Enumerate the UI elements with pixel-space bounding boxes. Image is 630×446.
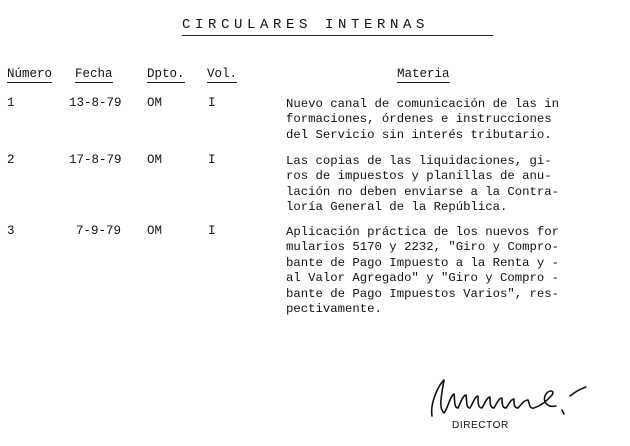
- row-dpto: OM: [147, 153, 163, 167]
- row-numero: 3: [7, 224, 15, 238]
- title-underline: [182, 35, 493, 36]
- header-dpto: Dpto.: [147, 67, 185, 81]
- row-fecha: 13-8-79: [69, 96, 122, 110]
- signature-label: DIRECTOR: [452, 420, 509, 431]
- row-materia: Nuevo canal de comunicación de las in formaciones, órdenes e instrucciones del Servicio sin interés tributario.: [286, 97, 560, 142]
- row-numero: 2: [7, 153, 15, 167]
- row-dpto: OM: [147, 224, 163, 238]
- header-fecha: Fecha: [75, 67, 113, 81]
- row-fecha: 17-8-79: [69, 153, 122, 167]
- document-title: CIRCULARES INTERNAS: [182, 17, 430, 33]
- row-fecha: 7-9-79: [76, 224, 122, 238]
- row-materia: Aplicación práctica de los nuevos for mularios 5170 y 2232, "Giro y Compro- bante de Pago Impuesto a la Renta y - al Valor Agregado" y "Giro y Compro - bante de Pago Impuestos Varios", res- pectivamente.: [286, 225, 560, 317]
- header-vol: Vol.: [207, 67, 238, 81]
- row-vol: I: [208, 96, 216, 110]
- row-dpto: OM: [147, 96, 163, 110]
- header-materia: Materia: [397, 67, 450, 81]
- row-numero: 1: [7, 96, 15, 110]
- row-vol: I: [208, 224, 216, 238]
- row-materia: Las copias de las liquidaciones, gi- ros de impuestos y planillas de anu- lación no deben enviarse a la Contra- loría General de la República.: [286, 154, 560, 215]
- director-signature: [430, 368, 610, 423]
- header-numero: Número: [7, 67, 53, 81]
- row-vol: I: [208, 153, 216, 167]
